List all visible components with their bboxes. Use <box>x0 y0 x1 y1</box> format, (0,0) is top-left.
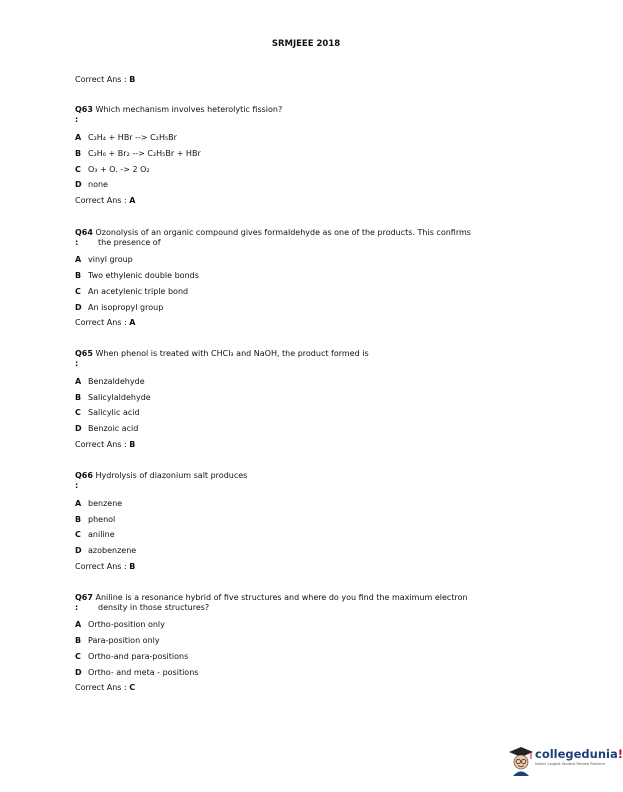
option-c: C An acetylenic triple bond <box>75 287 189 296</box>
question-colon: : <box>75 481 79 490</box>
correct-answer: Correct Ans : B <box>75 562 136 571</box>
question-colon: : <box>75 238 79 247</box>
option-b: B Two ethylenic double bonds <box>75 271 199 280</box>
option-a: A Benzaldehyde <box>75 377 145 386</box>
option-b: B Para-position only <box>75 636 160 645</box>
question-text: Aniline is a resonance hybrid of five structures and where do you find the maximum electron <box>95 593 468 602</box>
correct-answer: Correct Ans : A <box>75 318 136 327</box>
option-a: A Ortho-position only <box>75 620 165 629</box>
question-number: Q65 <box>75 349 93 358</box>
option-b: B Salicylaldehyde <box>75 393 151 402</box>
option-d: D azobenzene <box>75 546 137 555</box>
question-number: Q64 <box>75 228 93 237</box>
option-d: D An isopropyl group <box>75 303 164 312</box>
question-66 <box>75 471 247 481</box>
option-c: C O₃ + O. -> 2 O₂ <box>75 165 150 174</box>
question-colon: : <box>75 359 79 368</box>
question-text-cont: density in those structures? <box>98 603 210 612</box>
logo-tagline: India's Largest Student Review Platform <box>535 762 605 766</box>
option-c: C Ortho-and para-positions <box>75 652 189 661</box>
question-text: Hydrolysis of diazonium salt produces <box>95 471 248 480</box>
option-a: A vinyl group <box>75 255 133 264</box>
option-d: D none <box>75 180 108 189</box>
prev-answer: Correct Ans : B <box>75 75 136 84</box>
question-colon: : <box>75 115 79 124</box>
option-a: A benzene <box>75 499 123 508</box>
question-63 <box>75 105 282 115</box>
logo-name: collegedunia <box>535 747 618 761</box>
question-67 <box>75 593 468 603</box>
question-text: Which mechanism involves heterolytic fission? <box>95 105 283 114</box>
option-d: D Benzoic acid <box>75 424 139 433</box>
graduate-mascot-icon <box>508 745 534 777</box>
page-title: SRMJEEE 2018 <box>271 39 341 49</box>
question-number: Q63 <box>75 105 93 114</box>
question-number: Q67 <box>75 593 93 602</box>
correct-answer: Correct Ans : A <box>75 196 136 205</box>
logo-suffix: ! <box>617 747 623 761</box>
option-c: C Salicylic acid <box>75 408 140 417</box>
option-d: D Ortho- and meta - positions <box>75 668 199 677</box>
correct-answer: Correct Ans : C <box>75 683 136 692</box>
prev-answer-value: B <box>129 75 136 84</box>
correct-answer: Correct Ans : B <box>75 440 136 449</box>
question-64 <box>75 228 471 238</box>
question-text: Ozonolysis of an organic compound gives formaldehyde as one of the products. This confirms <box>95 228 471 237</box>
option-a: A C₂H₄ + HBr --> C₂H₅Br <box>75 133 177 142</box>
question-number: Q66 <box>75 471 93 480</box>
option-b: B C₂H₆ + Br₂ --> C₂H₅Br + HBr <box>75 149 201 158</box>
option-b: B phenol <box>75 515 116 524</box>
question-colon: : <box>75 603 79 612</box>
option-c: C aniline <box>75 530 115 539</box>
question-text: When phenol is treated with CHCl₃ and NaOH, the product formed is <box>95 349 369 358</box>
question-text-cont: the presence of <box>98 238 161 247</box>
collegedunia-logo <box>508 745 623 779</box>
question-65 <box>75 349 369 359</box>
